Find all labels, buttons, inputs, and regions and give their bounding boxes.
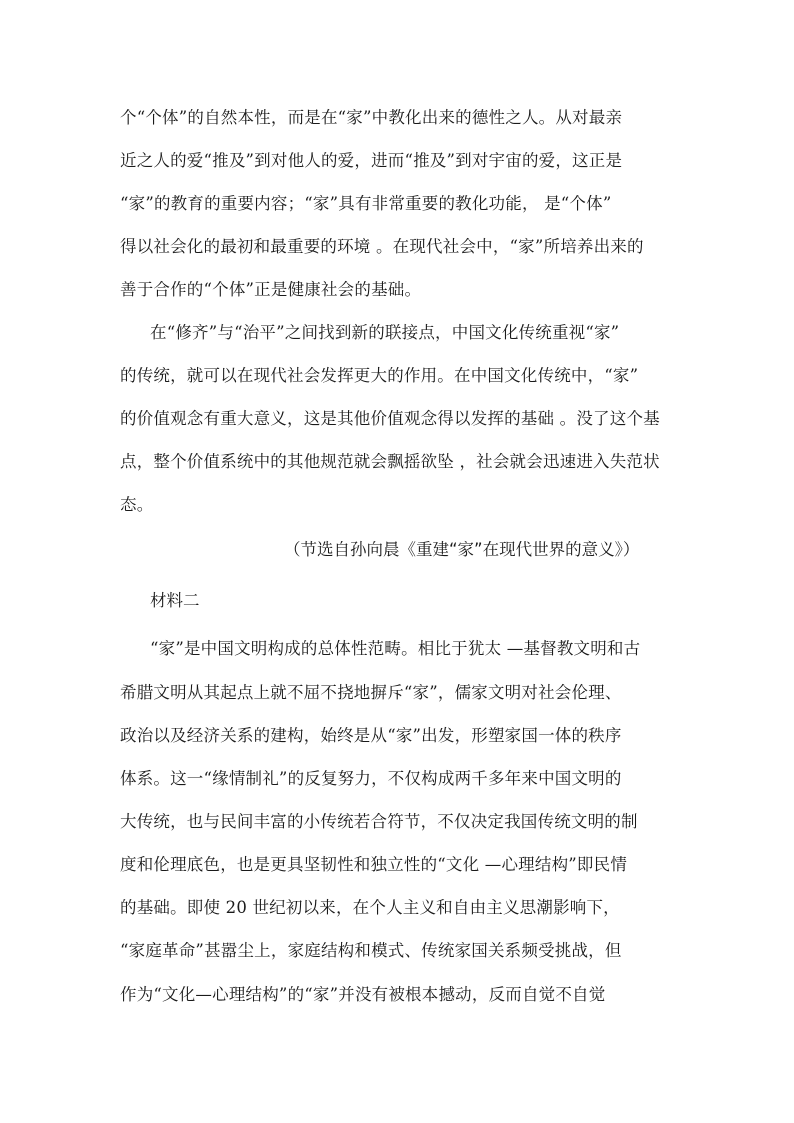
text-line: 得以社会化的最初和最重要的环境 。在现代社会中，“家”所培养出来的	[120, 237, 644, 256]
source-citation: （节选自孙向晨《重建“家”在现代世界的意义》）	[284, 540, 640, 559]
text-line: 的基础。即使 20 世纪初以来，在个人主义和自由主义思潮影响下，	[120, 898, 620, 917]
text-line: 作为“文化—心理结构”的“家”并没有被根本撼动，反而自觉不自觉	[120, 985, 606, 1004]
text-line: “家”是中国文明构成的总体性范畴。相比于犹太 —基督教文明和古	[150, 639, 641, 658]
text-line: 政治以及经济关系的建构，始终是从“家”出发，形塑家国一体的秩序	[120, 726, 622, 745]
text-line: 大传统，也与民间丰富的小传统若合符节，不仅决定我国传统文明的制	[120, 812, 638, 831]
text-line: 善于合作的“个体”正是健康社会的基础。	[120, 280, 422, 299]
text-line: 个“个体”的自然本性，而是在“家”中教化出来的德性之人。从对最亲	[120, 108, 623, 127]
text-line: “家”的教育的重要内容；“家”具有非常重要的教化功能， 是“个体”	[120, 194, 612, 213]
text-line: 近之人的爱“推及”到对他人的爱，进而“推及”到对宇宙的爱，这正是	[120, 151, 623, 170]
text-line: “家庭革命”甚嚣尘上，家庭结构和模式、传统家国关系频受挑战，但	[120, 941, 622, 960]
text-line: 在“修齐”与“治平”之间找到新的联接点，中国文化传统重视“家”	[150, 323, 620, 342]
text-line: 点，整个价值系统中的其他规范就会飘摇欲坠 ，社会就会迅速进入失范状	[120, 452, 660, 471]
text-line: 体系。这一“缘情制礼”的反复努力，不仅构成两千多年来中国文明的	[120, 769, 622, 788]
text-line: 度和伦理底色，也是更具坚韧性和独立性的“文化 —心理结构”即民情	[120, 855, 628, 874]
text-line: 的价值观念有重大意义，这是其他价值观念得以发挥的基础 。没了这个基	[120, 409, 660, 428]
text-line: 的传统，就可以在现代社会发挥更大的作用。在中国文化传统中，“家”	[120, 366, 639, 385]
text-line: 态。	[120, 495, 154, 514]
material-heading: 材料二	[150, 591, 200, 610]
text-line: 希腊文明从其起点上就不屈不挠地摒斥“家”，儒家文明对社会伦理、	[120, 683, 622, 702]
